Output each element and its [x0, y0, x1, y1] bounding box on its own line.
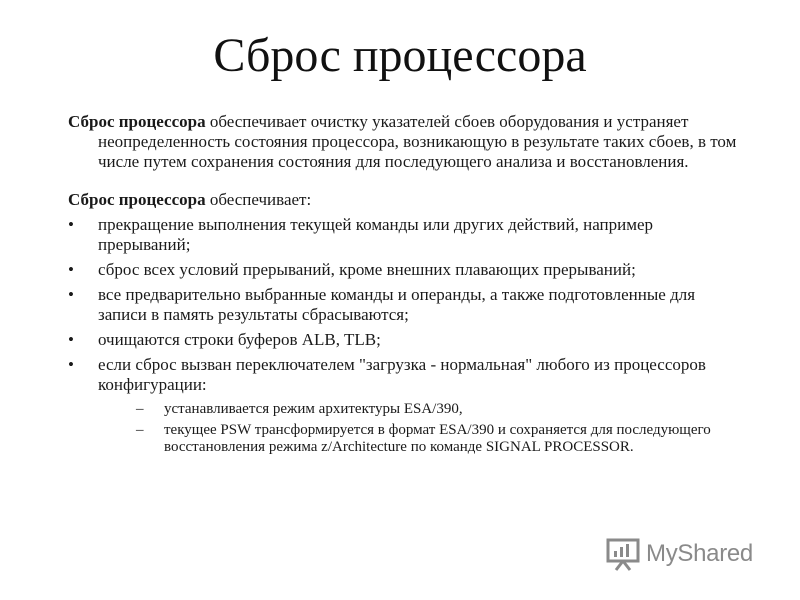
watermark-logo — [606, 535, 753, 573]
intro-paragraph — [68, 112, 748, 172]
sub-bullet-marker: – — [136, 422, 144, 438]
bullet-marker: • — [68, 355, 74, 374]
bullet-text: очищаются строки буферов ALB, TLB; — [98, 330, 381, 349]
bullet-marker: • — [68, 285, 74, 304]
sub-bullet-text: текущее PSW трансформируется в формат ESA/390 и сохраняется для последующего восстановления режима z/Architecture по команде SIGNAL PROCESSOR. — [164, 422, 711, 455]
bullet-text: если сброс вызван переключателем "загрузка - нормальная" любого из процессоров конфигурации: — [98, 355, 706, 394]
bullet-item — [68, 285, 748, 325]
sub-bullet-marker: – — [136, 401, 144, 417]
bullet-item — [68, 260, 748, 280]
bullet-marker: • — [68, 260, 74, 279]
list-intro-paragraph — [68, 190, 748, 210]
sub-bullet-list — [98, 401, 748, 456]
slide-title: Сброс процессора — [213, 29, 587, 82]
bullet-marker: • — [68, 215, 74, 234]
watermark-text: MyShared — [646, 540, 753, 567]
slide-content — [68, 112, 748, 461]
bullet-text: сброс всех условий прерываний, кроме внешних плавающих прерываний; — [98, 260, 636, 279]
bullet-item — [68, 215, 748, 255]
bullet-marker: • — [68, 330, 74, 349]
sub-bullet-item — [98, 422, 748, 456]
list-intro-text: обеспечивает: — [205, 190, 312, 209]
bullet-list — [68, 215, 748, 456]
bullet-item — [68, 355, 748, 456]
sub-bullet-text: устанавливается режим архитектуры ESA/390, — [164, 401, 463, 417]
list-intro-term: Сброс процессора — [68, 190, 206, 209]
bullet-item — [68, 330, 748, 350]
presentation-board-icon — [606, 537, 642, 571]
bullet-text: все предварительно выбранные команды и операнды, а также подготовленные для записи в память результаты сбрасываются; — [98, 285, 696, 324]
bullet-text: прекращение выполнения текущей команды или других действий, например прерываний; — [98, 215, 654, 254]
intro-text: обеспечивает очистку указателей сбоев оборудования и устраняет неопределенность состояния процессора, возникающую в результате таких сбоев, в том числе путем сохранения состояния для последующего анализа и восстановления. — [98, 112, 737, 171]
intro-term: Сброс процессора — [68, 112, 206, 131]
sub-bullet-item — [98, 401, 748, 418]
